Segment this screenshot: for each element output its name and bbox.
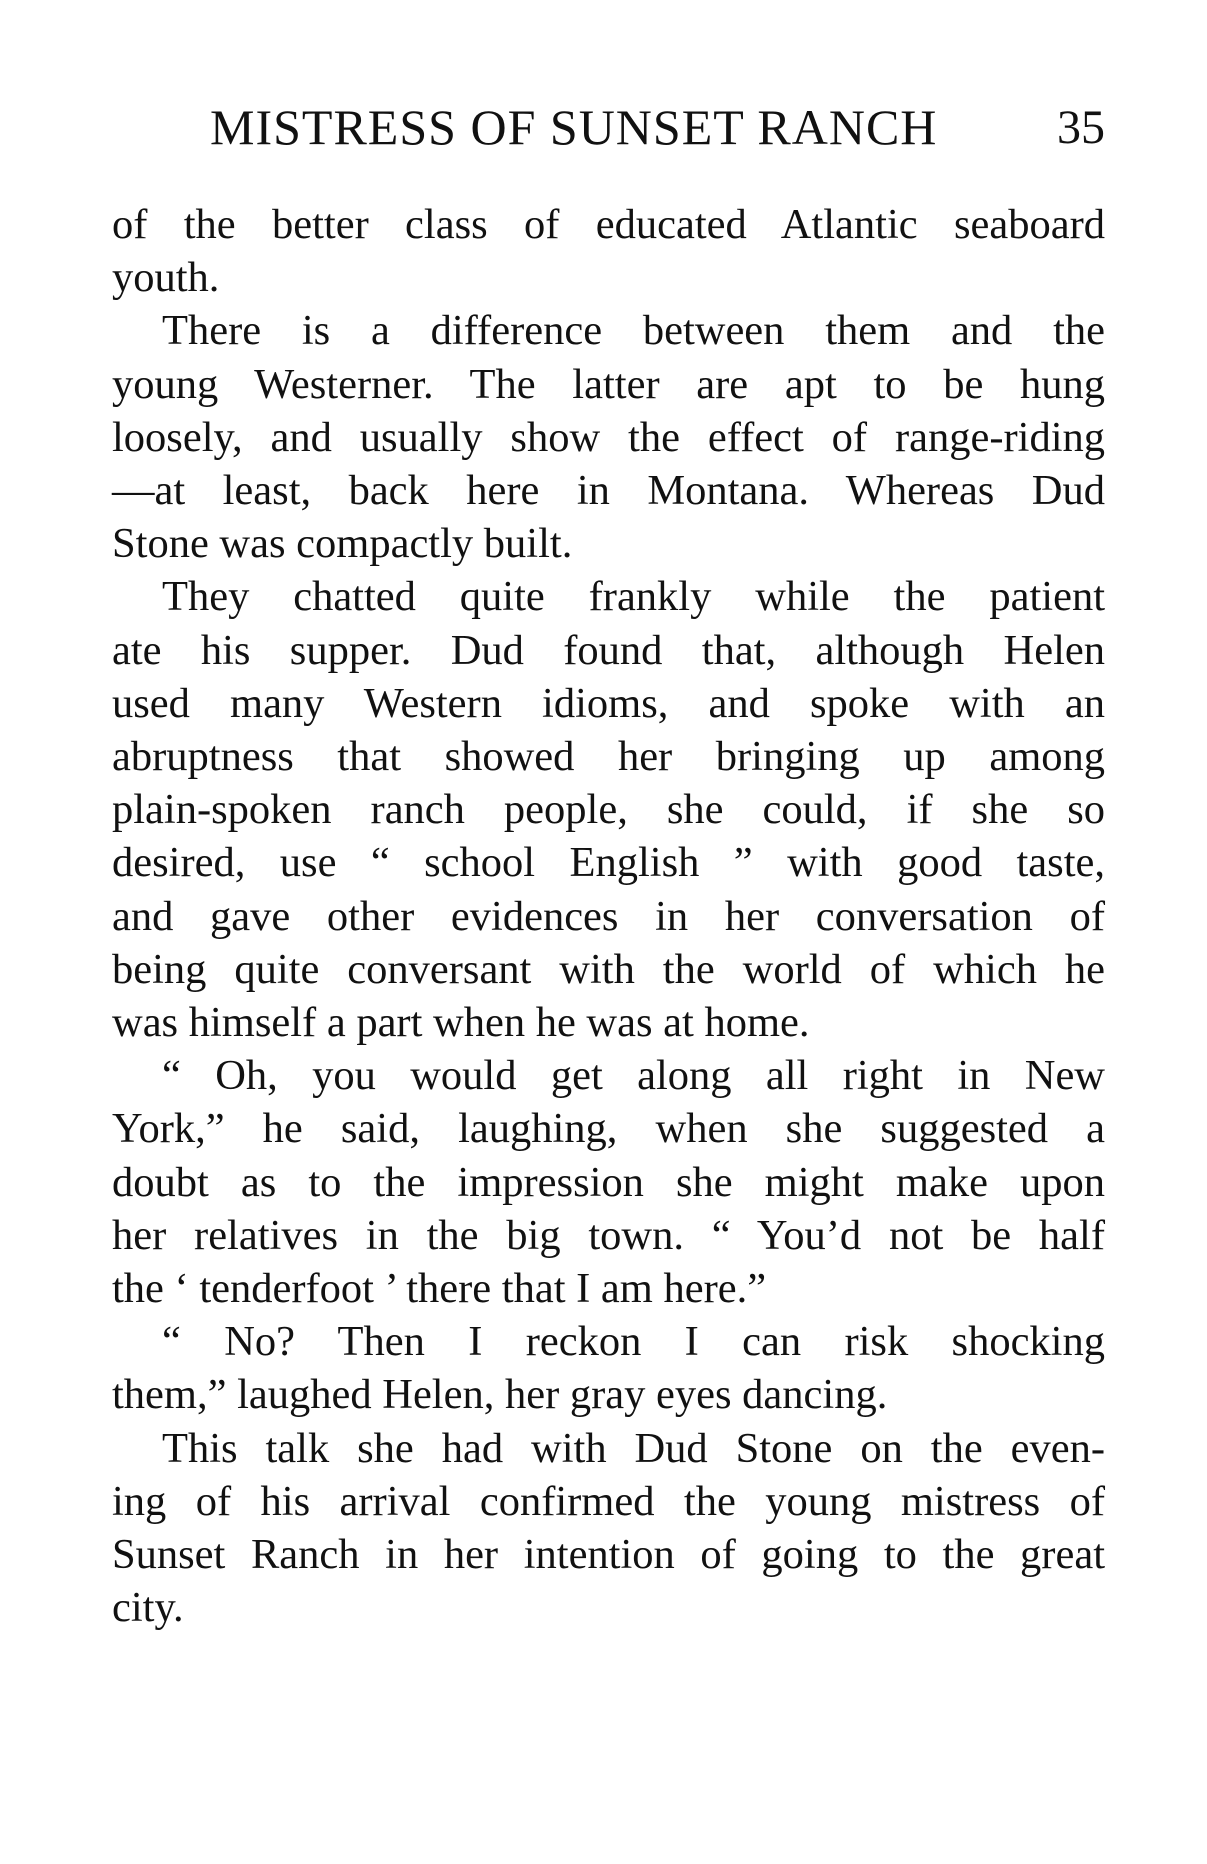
paragraph xyxy=(112,1422,1105,1635)
text-line: her relatives in the big town. “ You’d not be half xyxy=(112,1211,1105,1259)
text-line: them,” laughed Helen, her gray eyes dancing. xyxy=(112,1371,888,1419)
paragraph xyxy=(112,1315,1105,1421)
text-line: They chatted quite frankly while the patient xyxy=(162,573,1105,621)
paragraph xyxy=(112,1049,1105,1315)
text-line: city. xyxy=(112,1584,184,1632)
text-line: being quite conversant with the world of which he xyxy=(112,945,1105,993)
text-line: used many Western idioms, and spoke with an xyxy=(112,679,1105,727)
running-head: MISTRESS OF SUNSET RANCH xyxy=(210,99,938,155)
text-line: young Westerner. The latter are apt to be hung xyxy=(112,360,1105,408)
text-line: ing of his arrival confirmed the young mistress of xyxy=(112,1477,1105,1525)
text-line: of the better class of educated Atlantic seaboard xyxy=(112,201,1105,248)
body-text xyxy=(112,198,1105,1634)
text-line: —at least, back here in Montana. Whereas Dud xyxy=(112,467,1105,515)
text-line: “ No? Then I reckon I can risk shocking xyxy=(162,1318,1105,1366)
paragraph xyxy=(112,198,1105,304)
text-line: “ Oh, you would get along all right in New xyxy=(162,1052,1105,1100)
paragraph xyxy=(112,304,1105,570)
text-line: There is a difference between them and the xyxy=(162,307,1105,355)
page-header xyxy=(115,92,1105,162)
text-line: desired, use “ school English ” with good taste, xyxy=(112,839,1105,887)
text-line: abruptness that showed her bringing up among xyxy=(112,733,1105,781)
text-line: York,” he said, laughing, when she suggested a xyxy=(112,1105,1105,1153)
paragraph xyxy=(112,570,1105,1049)
text-line: Sunset Ranch in her intention of going to the great xyxy=(112,1531,1105,1579)
text-line: loosely, and usually show the effect of range-riding xyxy=(112,413,1105,461)
text-line: was himself a part when he was at home. xyxy=(112,999,810,1047)
text-line: This talk she had with Dud Stone on the even- xyxy=(162,1424,1105,1472)
text-line: the ‘ tenderfoot ’ there that I am here.” xyxy=(112,1265,767,1313)
text-line: and gave other evidences in her conversation of xyxy=(112,892,1105,940)
text-line: Stone was compactly built. xyxy=(112,520,573,568)
text-line: plain-spoken ranch people, she could, if she so xyxy=(112,786,1105,834)
text-line: youth. xyxy=(112,254,220,302)
text-line: ate his supper. Dud found that, although Helen xyxy=(112,626,1105,674)
text-line: doubt as to the impression she might make upon xyxy=(112,1158,1105,1206)
page-number: 35 xyxy=(1057,101,1105,154)
